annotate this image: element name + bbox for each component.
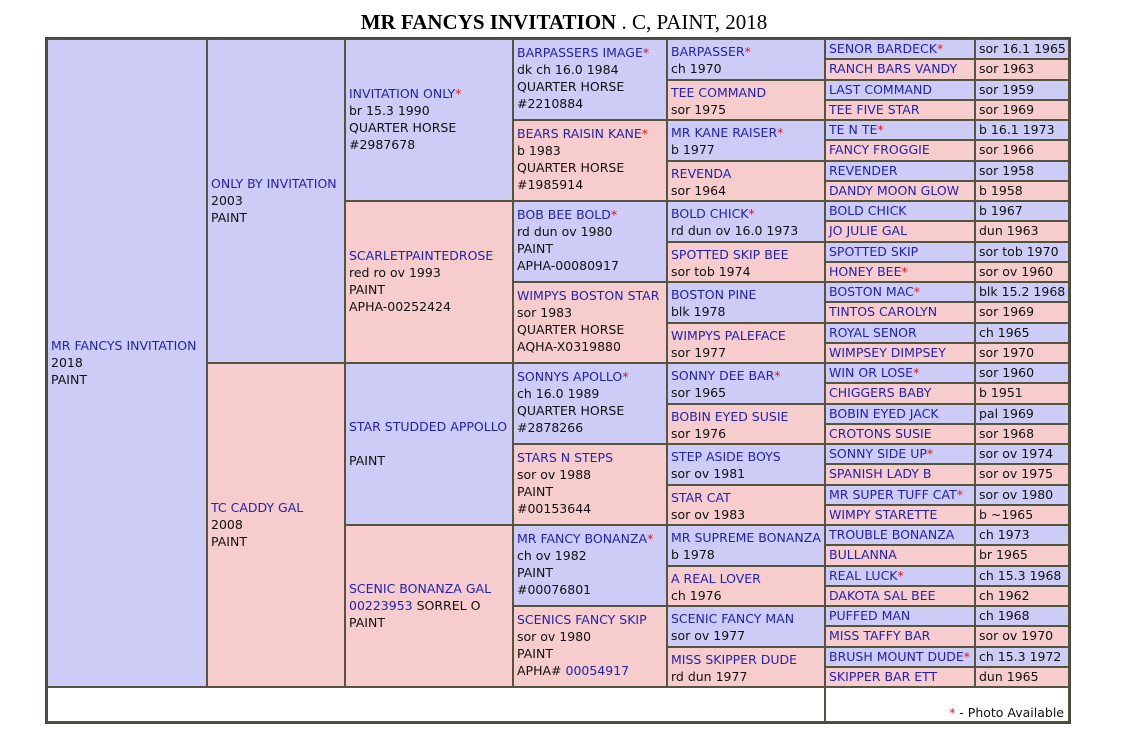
horse-info-line: [517, 662, 663, 679]
g4-horse-cell: [667, 444, 825, 485]
horse-info-line: rd dun 1977: [671, 668, 748, 684]
photo-available-icon: *: [926, 446, 934, 461]
horse-info-line: blk 1978: [671, 304, 726, 319]
registration-link[interactable]: 00054917: [565, 663, 630, 678]
g5-horse-name-cell: [825, 242, 975, 262]
photo-available-icon: *: [877, 122, 884, 137]
horse-info-line: #1985914: [517, 177, 584, 192]
horse-info-line: 2018: [51, 354, 83, 370]
horse-info-line: sor ov 1960: [979, 263, 1054, 279]
horse-info-line: ch 1973: [979, 527, 1030, 542]
horse-info-line: br 1965: [979, 547, 1028, 563]
g5-horse-info-cell: [975, 343, 1069, 363]
horse-name-link[interactable]: HONEY BEE*: [829, 263, 908, 279]
horse-info-line: sor 1964: [671, 182, 727, 198]
g2-horse-cell: [345, 39, 513, 201]
photo-available-icon: *: [913, 284, 921, 299]
g5-horse-info-cell: [975, 505, 1069, 525]
g4-horse-cell: [667, 647, 825, 688]
photo-available-icon: *: [774, 368, 781, 383]
horse-info-line: PAINT: [517, 241, 553, 256]
g5-horse-name-cell: [825, 647, 975, 667]
g2-horse-cell: [345, 525, 513, 687]
horse-info-line: PAINT: [211, 533, 247, 549]
horse-name-link[interactable]: SCARLETPAINTEDROSE: [349, 248, 494, 263]
horse-info-line: PAINT: [349, 452, 385, 468]
horse-info-line: b 1978: [671, 547, 715, 562]
g5-horse-name-cell: [825, 525, 975, 545]
registration-prefix: APHA#: [517, 663, 566, 678]
horse-name-link[interactable]: ONLY BY INVITATION: [211, 175, 337, 191]
horse-info-line: sor ov 1980: [979, 486, 1054, 502]
g5-horse-info-cell: [975, 586, 1069, 606]
horse-name-link[interactable]: SCENIC FANCY MAN: [671, 611, 795, 626]
horse-info-line: ch 1968: [979, 608, 1030, 623]
horse-name-link[interactable]: JO JULIE GAL: [829, 223, 908, 239]
g5-horse-info-cell: [975, 404, 1069, 424]
subject-horse-cell: [47, 39, 207, 687]
g5-horse-name-cell: [825, 586, 975, 606]
horse-name-link[interactable]: SONNYS APOLLO*: [517, 369, 629, 384]
horse-name-link[interactable]: WIN OR LOSE*: [829, 365, 920, 380]
horse-name-link[interactable]: TEE COMMAND: [671, 84, 767, 100]
horse-name-link[interactable]: DANDY MOON GLOW: [829, 182, 960, 198]
horse-name-link[interactable]: REVENDA: [671, 165, 732, 181]
photo-available-icon: *: [748, 206, 755, 221]
g5-horse-info-cell: [975, 566, 1069, 586]
g5-horse-name-cell: [825, 282, 975, 302]
horse-name-link[interactable]: SONNY SIDE UP*: [829, 446, 934, 461]
horse-info-line: ch 1970: [671, 61, 722, 76]
horse-name-link[interactable]: LAST COMMAND: [829, 81, 933, 97]
photo-available-icon: *: [913, 365, 920, 380]
photo-legend: [825, 687, 1069, 722]
g5-horse-info-cell: [975, 545, 1069, 565]
horse-name-link[interactable]: MISS SKIPPER DUDE: [671, 651, 798, 667]
horse-info-line: b 1951: [979, 385, 1023, 401]
g4-horse-cell: [667, 404, 825, 445]
g5-horse-info-cell: [975, 39, 1069, 59]
horse-name-link[interactable]: BOSTON PINE: [671, 287, 757, 302]
g5-horse-info-cell: [975, 242, 1069, 262]
g5-horse-info-cell: [975, 383, 1069, 403]
g5-horse-name-cell: [825, 140, 975, 160]
g3-horse-cell: [513, 363, 667, 444]
horse-info-line: rd dun ov 16.0 1973: [671, 223, 799, 238]
g4-horse-cell: [667, 80, 825, 121]
horse-name-link[interactable]: SCENIC BONANZA GAL: [349, 580, 492, 596]
horse-info-line: [349, 435, 509, 452]
g5-horse-name-cell: [825, 343, 975, 363]
horse-name-link[interactable]: BULLANNA: [829, 547, 897, 563]
horse-info-line: dun 1963: [979, 223, 1039, 239]
horse-info-line: PAINT: [51, 371, 87, 387]
g4-horse-cell: [667, 201, 825, 242]
horse-info-line: sor 1965: [671, 385, 727, 400]
horse-info-line: PAINT: [211, 209, 247, 225]
g4-horse-cell: [667, 525, 825, 566]
horse-info-line: 2003: [211, 192, 243, 208]
horse-name-link[interactable]: CROTONS SUSIE: [829, 425, 932, 441]
horse-info-line: sor ov 1981: [671, 466, 746, 481]
horse-name-link[interactable]: TC CADDY GAL: [211, 499, 304, 515]
horse-name-link[interactable]: STAR CAT: [671, 489, 731, 505]
g5-horse-name-cell: [825, 80, 975, 100]
registration-tail: SORREL O: [412, 597, 481, 613]
horse-info-line: #00076801: [517, 582, 592, 597]
horse-name-link[interactable]: BOLD CHICK*: [671, 206, 755, 221]
horse-name-link[interactable]: MR SUPER TUFF CAT*: [829, 486, 963, 502]
horse-name-link[interactable]: SKIPPER BAR ETT: [829, 668, 938, 684]
g5-horse-info-cell: [975, 485, 1069, 505]
horse-name-link[interactable]: BOSTON MAC*: [829, 284, 921, 299]
horse-info-line: b 1977: [671, 142, 715, 157]
photo-available-icon: *: [963, 648, 970, 664]
horse-info-line: sor ov 1977: [671, 628, 746, 643]
horse-info-line: sor 1958: [979, 162, 1035, 178]
horse-name-link[interactable]: INVITATION ONLY*: [349, 86, 462, 101]
g4-horse-cell: [667, 242, 825, 283]
g4-horse-cell: [667, 120, 825, 161]
horse-info-line: sor 1976: [671, 425, 727, 441]
g5-horse-name-cell: [825, 667, 975, 687]
horse-name-link[interactable]: SONNY DEE BAR*: [671, 368, 781, 383]
horse-info-line: dun 1965: [979, 668, 1039, 684]
horse-name-link[interactable]: WIMPYS PALEFACE: [671, 327, 786, 343]
g3-horse-cell: [513, 201, 667, 282]
g5-horse-name-cell: [825, 221, 975, 241]
photo-available-icon: *: [901, 263, 908, 279]
g5-horse-info-cell: [975, 120, 1069, 140]
horse-name-link[interactable]: SPANISH LADY B: [829, 466, 932, 482]
footer-blank-cell: [47, 687, 825, 722]
horse-info-line: PAINT: [349, 282, 385, 297]
horse-name-link[interactable]: PUFFED MAN: [829, 608, 911, 623]
g5-horse-name-cell: [825, 262, 975, 282]
g5-horse-name-cell: [825, 505, 975, 525]
photo-available-icon: *: [641, 126, 649, 141]
pedigree-table: [45, 37, 1071, 724]
photo-available-icon: *: [647, 531, 654, 546]
horse-info-line: QUARTER HORSE: [517, 322, 625, 337]
horse-name-link[interactable]: WIMPYS BOSTON STAR: [517, 288, 660, 303]
g5-horse-info-cell: [975, 626, 1069, 646]
horse-info-line: ch 1965: [979, 324, 1030, 340]
horse-name-link[interactable]: BEARS RAISIN KANE*: [517, 126, 649, 141]
horse-name-link[interactable]: RANCH BARS VANDY: [829, 61, 958, 77]
g5-horse-info-cell: [975, 80, 1069, 100]
horse-info-line: PAINT: [517, 646, 553, 661]
g4-horse-cell: [667, 566, 825, 607]
horse-name-link[interactable]: MR KANE RAISER*: [671, 125, 784, 140]
horse-info-line: b 1958: [979, 182, 1023, 198]
horse-info-line: sor 1969: [979, 304, 1035, 320]
g5-horse-name-cell: [825, 545, 975, 565]
horse-name-link[interactable]: BOLD CHICK: [829, 203, 907, 218]
horse-info-line: sor ov 1983: [671, 506, 746, 522]
horse-info-line: ch 1976: [671, 587, 722, 603]
photo-available-icon: *: [610, 207, 618, 222]
horse-info-line: sor 1969: [979, 101, 1035, 117]
g5-horse-info-cell: [975, 181, 1069, 201]
g5-horse-name-cell: [825, 424, 975, 444]
horse-name-link[interactable]: A REAL LOVER: [671, 570, 761, 586]
horse-info-line: br 15.3 1990: [349, 103, 430, 118]
g5-horse-info-cell: [975, 221, 1069, 241]
horse-info-line: ch 15.3 1972: [979, 648, 1062, 664]
g5-horse-name-cell: [825, 485, 975, 505]
horse-info-line: sor 1959: [979, 81, 1035, 97]
g4-horse-cell: [667, 363, 825, 404]
horse-name-link[interactable]: FANCY FROGGIE: [829, 142, 930, 158]
g5-horse-name-cell: [825, 120, 975, 140]
horse-name-link[interactable]: CHIGGERS BABY: [829, 385, 932, 401]
g5-horse-info-cell: [975, 100, 1069, 120]
horse-info-line: sor 1975: [671, 101, 727, 117]
g5-horse-info-cell: [975, 302, 1069, 322]
photo-available-icon: *: [455, 86, 462, 101]
horse-name-link[interactable]: BRUSH MOUNT DUDE*: [829, 648, 970, 664]
horse-name-link[interactable]: WIMPSEY DIMPSEY: [829, 344, 946, 360]
page-title: [0, 10, 1128, 34]
horse-name-link[interactable]: BOB BEE BOLD*: [517, 207, 618, 222]
g2-horse-cell: [345, 201, 513, 363]
legend-text: - Photo Available: [955, 704, 1064, 720]
horse-name-link[interactable]: SENOR BARDECK*: [829, 41, 944, 56]
horse-name-link[interactable]: SPOTTED SKIP: [829, 243, 919, 259]
g5-horse-info-cell: [975, 140, 1069, 160]
horse-info-line: PAINT: [517, 484, 553, 499]
horse-info-line: sor 1983: [517, 305, 573, 320]
horse-name-link[interactable]: MISS TAFFY BAR: [829, 628, 931, 644]
horse-info-line: sor 1968: [979, 425, 1035, 441]
horse-info-line: 2008: [211, 516, 243, 532]
horse-info-line: ch 15.3 1968: [979, 567, 1062, 583]
horse-info-line: ch ov 1982: [517, 548, 587, 563]
g5-horse-info-cell: [975, 525, 1069, 545]
horse-info-line: [349, 597, 509, 614]
horse-info-line: sor tob 1970: [979, 243, 1059, 259]
horse-info-line: sor ov 1975: [979, 466, 1054, 482]
g5-horse-name-cell: [825, 59, 975, 79]
horse-info-line: QUARTER HORSE: [517, 79, 625, 94]
horse-name-link[interactable]: STARS N STEPS: [517, 450, 614, 465]
g3-horse-cell: [513, 606, 667, 687]
g4-horse-cell: [667, 606, 825, 647]
g5-horse-name-cell: [825, 566, 975, 586]
g5-horse-name-cell: [825, 626, 975, 646]
horse-info-line: #2210884: [517, 96, 584, 111]
horse-info-line: sor tob 1974: [671, 263, 751, 279]
g4-horse-cell: [667, 323, 825, 364]
horse-info-line: pal 1969: [979, 405, 1034, 421]
g2-horse-cell: [345, 363, 513, 525]
g5-horse-name-cell: [825, 444, 975, 464]
g4-horse-cell: [667, 39, 825, 80]
g5-horse-name-cell: [825, 201, 975, 221]
horse-info-line: #2987678: [349, 137, 416, 152]
horse-info-line: blk 15.2 1968: [979, 284, 1066, 299]
horse-name-link[interactable]: STEP ASIDE BOYS: [671, 449, 781, 464]
g5-horse-info-cell: [975, 363, 1069, 383]
horse-name-link[interactable]: REVENDER: [829, 162, 898, 178]
horse-info-line: sor ov 1988: [517, 467, 592, 482]
horse-info-line: PAINT: [517, 565, 553, 580]
g5-horse-info-cell: [975, 444, 1069, 464]
horse-name-link[interactable]: TEE FIVE STAR: [829, 101, 920, 117]
g5-horse-name-cell: [825, 181, 975, 201]
g5-horse-info-cell: [975, 606, 1069, 626]
g5-horse-info-cell: [975, 647, 1069, 667]
horse-name-link[interactable]: SPOTTED SKIP BEE: [671, 246, 789, 262]
horse-name-link[interactable]: BARPASSERS IMAGE*: [517, 45, 650, 60]
horse-info-line: QUARTER HORSE: [517, 403, 625, 418]
g4-horse-cell: [667, 161, 825, 202]
horse-info-line: sor 1966: [979, 142, 1035, 158]
horse-info-line: ch 1962: [979, 587, 1030, 603]
g5-horse-name-cell: [825, 383, 975, 403]
g3-horse-cell: [513, 39, 667, 120]
horse-name-link[interactable]: MR FANCY BONANZA*: [517, 531, 654, 546]
photo-available-icon: *: [897, 567, 904, 583]
photo-available-icon: *: [949, 704, 956, 720]
horse-name-link[interactable]: TINTOS CAROLYN: [829, 304, 938, 320]
photo-available-icon: *: [642, 45, 650, 60]
horse-info-line: sor ov 1970: [979, 628, 1054, 644]
g5-horse-name-cell: [825, 404, 975, 424]
g5-horse-info-cell: [975, 262, 1069, 282]
g5-horse-name-cell: [825, 302, 975, 322]
horse-info-line: #00153644: [517, 501, 592, 516]
horse-name-link[interactable]: MR FANCYS INVITATION: [51, 337, 197, 353]
g5-horse-name-cell: [825, 161, 975, 181]
horse-name-link[interactable]: MR SUPREME BONANZA: [671, 530, 821, 545]
horse-info-line: APHA-00252424: [349, 299, 451, 314]
horse-info-line: sor ov 1980: [517, 629, 592, 644]
horse-info-line: QUARTER HORSE: [517, 160, 625, 175]
horse-info-line: AQHA-X0319880: [517, 339, 621, 354]
g5-horse-name-cell: [825, 39, 975, 59]
registration-link[interactable]: 00223953: [349, 597, 413, 613]
title-details: . C, PAINT, 2018: [616, 10, 768, 34]
horse-info-line: sor 1960: [979, 365, 1035, 380]
g5-horse-info-cell: [975, 424, 1069, 444]
horse-info-line: #2878266: [517, 420, 584, 435]
horse-info-line: rd dun ov 1980: [517, 224, 613, 239]
g3-horse-cell: [513, 444, 667, 525]
photo-available-icon: *: [936, 41, 944, 56]
g3-horse-cell: [513, 282, 667, 363]
horse-name-link[interactable]: BOBIN EYED SUSIE: [671, 408, 789, 424]
horse-info-line: sor 1970: [979, 344, 1035, 360]
g5-horse-name-cell: [825, 464, 975, 484]
horse-name-link[interactable]: WIMPY STARETTE: [829, 506, 938, 522]
sire-cell: [207, 39, 345, 363]
horse-name-link[interactable]: STAR STUDDED APPOLLO: [349, 418, 508, 434]
horse-name-link[interactable]: TE N TE*: [829, 122, 884, 137]
horse-name-link[interactable]: ROYAL SENOR: [829, 324, 917, 340]
horse-info-line: b 16.1 1973: [979, 122, 1055, 137]
horse-info-line: APHA-00080917: [517, 258, 619, 273]
horse-info-line: b 1983: [517, 143, 561, 158]
horse-name-link[interactable]: SCENICS FANCY SKIP: [517, 612, 647, 627]
g4-horse-cell: [667, 485, 825, 526]
title-horse-name: MR FANCYS INVITATION: [360, 10, 617, 34]
g5-horse-name-cell: [825, 363, 975, 383]
horse-name-link[interactable]: BARPASSER*: [671, 44, 751, 59]
g3-horse-cell: [513, 525, 667, 606]
g5-horse-info-cell: [975, 59, 1069, 79]
horse-info-line: sor 1977: [671, 344, 727, 360]
g5-horse-info-cell: [975, 667, 1069, 687]
horse-info-line: dk ch 16.0 1984: [517, 62, 619, 77]
g3-horse-cell: [513, 120, 667, 201]
horse-name-link[interactable]: REAL LUCK*: [829, 567, 904, 583]
g5-horse-info-cell: [975, 161, 1069, 181]
g5-horse-name-cell: [825, 323, 975, 343]
horse-info-line: b 1967: [979, 203, 1023, 218]
g5-horse-info-cell: [975, 201, 1069, 221]
horse-info-line: sor 1963: [979, 61, 1035, 77]
horse-name-link[interactable]: DAKOTA SAL BEE: [829, 587, 936, 603]
dam-cell: [207, 363, 345, 687]
photo-available-icon: *: [777, 125, 784, 140]
horse-info-line: PAINT: [349, 614, 385, 630]
g5-horse-info-cell: [975, 464, 1069, 484]
g5-horse-name-cell: [825, 100, 975, 120]
photo-available-icon: *: [744, 44, 751, 59]
horse-info-line: red ro ov 1993: [349, 265, 441, 280]
photo-available-icon: *: [956, 486, 963, 502]
horse-name-link[interactable]: TROUBLE BONANZA: [829, 527, 955, 542]
g5-horse-info-cell: [975, 323, 1069, 343]
horse-info-line: sor 16.1 1965: [979, 41, 1066, 56]
photo-available-icon: *: [622, 369, 629, 384]
horse-name-link[interactable]: BOBIN EYED JACK: [829, 405, 939, 421]
horse-info-line: QUARTER HORSE: [349, 120, 457, 135]
g5-horse-name-cell: [825, 606, 975, 626]
horse-info-line: b ~1965: [979, 506, 1034, 522]
g5-horse-info-cell: [975, 282, 1069, 302]
g4-horse-cell: [667, 282, 825, 323]
horse-info-line: sor ov 1974: [979, 446, 1054, 461]
horse-info-line: ch 16.0 1989: [517, 386, 600, 401]
